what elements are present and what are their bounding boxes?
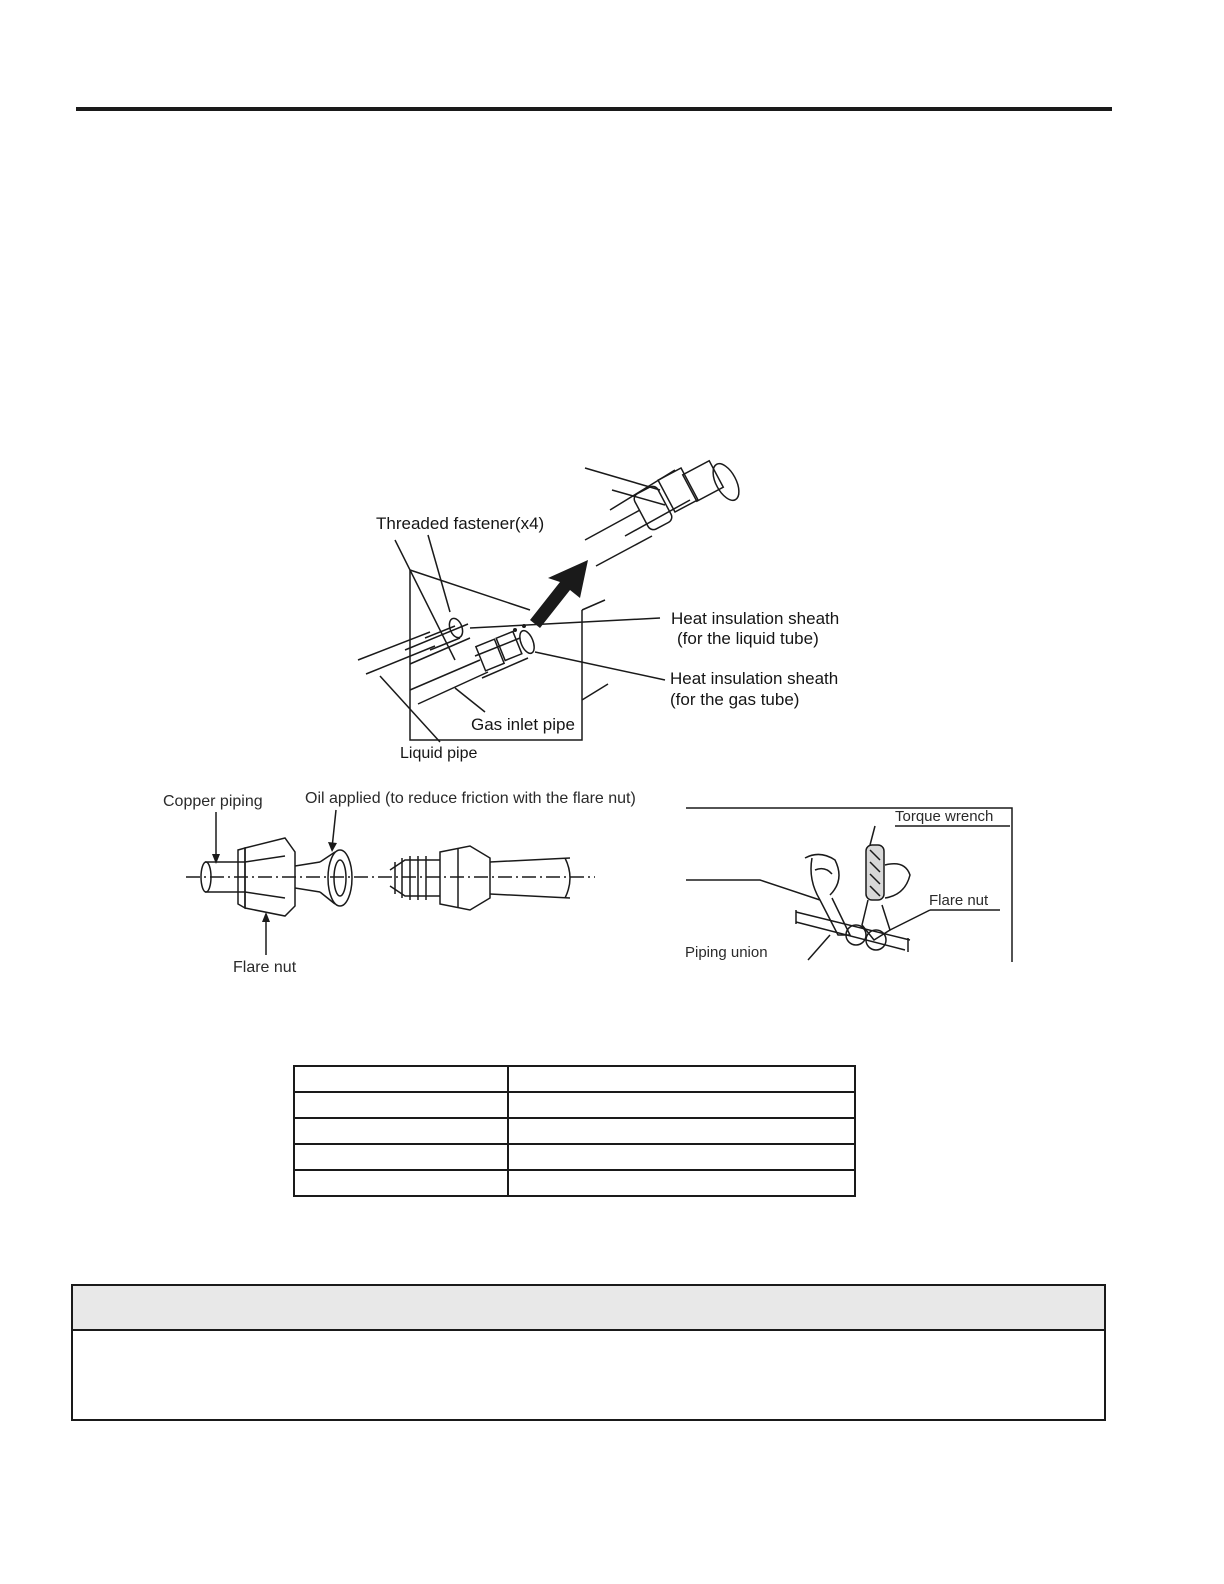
flare-nut-label-2: Flare nut xyxy=(929,892,989,909)
copper-piping-label: Copper piping xyxy=(163,793,263,810)
gas-inlet-pipe-label: Gas inlet pipe xyxy=(471,715,575,734)
piping-union-label: Piping union xyxy=(685,944,768,961)
sheath-gas-label-line1: Heat insulation sheath xyxy=(670,669,839,688)
table-cell xyxy=(294,1144,508,1170)
table-row xyxy=(294,1144,855,1170)
table-row xyxy=(294,1066,855,1092)
note-box-header xyxy=(73,1286,1104,1331)
sheath-gas-label-line2: (for the gas tube) xyxy=(670,690,800,709)
threaded-fastener-label: Threaded fastener(x4) xyxy=(376,514,545,533)
torque-wrench-label: Torque wrench xyxy=(895,808,994,825)
table-cell xyxy=(294,1118,508,1144)
table-row xyxy=(294,1092,855,1118)
table-cell xyxy=(508,1170,855,1196)
table-cell xyxy=(294,1066,508,1092)
oil-applied-label: Oil applied (to reduce friction with the flare nut) xyxy=(305,790,636,807)
table-cell xyxy=(508,1118,855,1144)
sheath-liquid-label-line2: (for the liquid tube) xyxy=(677,629,819,648)
table-cell xyxy=(294,1170,508,1196)
flare-nut-label: Flare nut xyxy=(233,959,297,976)
table-cell xyxy=(508,1144,855,1170)
table-row xyxy=(294,1118,855,1144)
table-row xyxy=(294,1170,855,1196)
sheath-liquid-label-line1: Heat insulation sheath xyxy=(671,609,840,628)
table-cell xyxy=(508,1092,855,1118)
table-cell xyxy=(294,1092,508,1118)
table-cell xyxy=(508,1066,855,1092)
torque-table xyxy=(293,1065,856,1197)
note-box xyxy=(71,1284,1106,1421)
liquid-pipe-label: Liquid pipe xyxy=(400,745,478,762)
